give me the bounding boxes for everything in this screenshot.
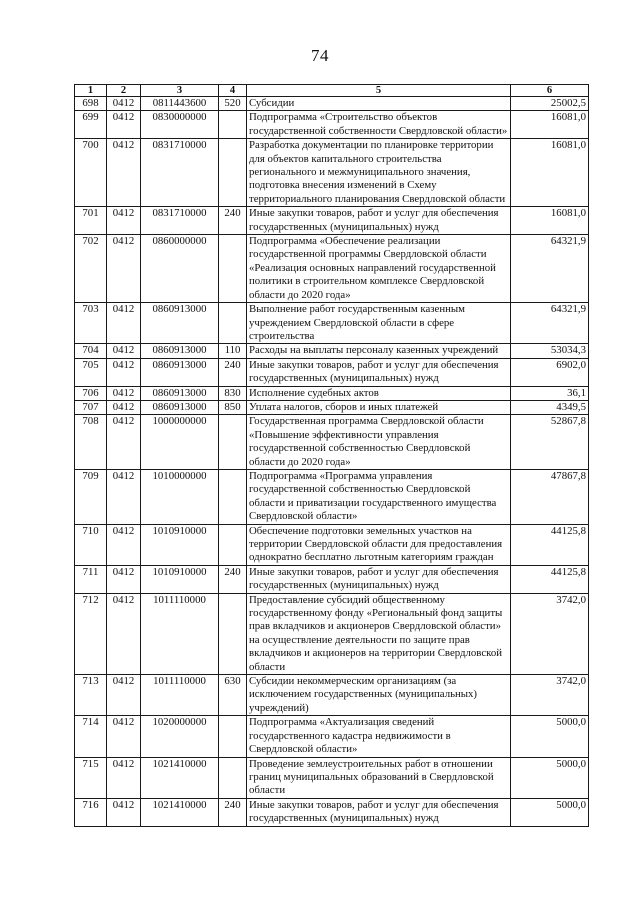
amount-cell: 5000,0 bbox=[511, 757, 589, 798]
row-number-cell: 705 bbox=[75, 358, 107, 386]
target-article-cell: 0860913000 bbox=[141, 358, 219, 386]
item-name-cell: Подпрограмма «Строительство объектов государственной собственности Свердловской области» bbox=[247, 111, 511, 139]
table-body bbox=[75, 97, 589, 827]
table-row bbox=[75, 111, 589, 139]
expense-type-cell bbox=[219, 593, 247, 674]
section-code-cell: 0412 bbox=[107, 97, 141, 111]
section-code-cell: 0412 bbox=[107, 344, 141, 358]
expense-type-cell: 240 bbox=[219, 798, 247, 826]
table-row bbox=[75, 524, 589, 565]
section-code-cell: 0412 bbox=[107, 139, 141, 207]
amount-cell: 64321,9 bbox=[511, 303, 589, 344]
target-article-cell: 1010910000 bbox=[141, 565, 219, 593]
item-name-cell: Государственная программа Свердловской области «Повышение эффективности управления государственной собственностью Свердловской области до 2020 года» bbox=[247, 415, 511, 470]
item-name-cell: Исполнение судебных актов bbox=[247, 386, 511, 400]
section-code-cell: 0412 bbox=[107, 716, 141, 757]
amount-cell: 44125,8 bbox=[511, 524, 589, 565]
section-code-cell: 0412 bbox=[107, 798, 141, 826]
target-article-cell: 0860913000 bbox=[141, 386, 219, 400]
section-code-cell: 0412 bbox=[107, 386, 141, 400]
section-code-cell: 0412 bbox=[107, 675, 141, 716]
expense-type-cell: 520 bbox=[219, 97, 247, 111]
table-row bbox=[75, 386, 589, 400]
amount-cell: 4349,5 bbox=[511, 400, 589, 414]
amount-cell: 5000,0 bbox=[511, 798, 589, 826]
section-code-cell: 0412 bbox=[107, 593, 141, 674]
table-row bbox=[75, 139, 589, 207]
target-article-cell: 0860913000 bbox=[141, 344, 219, 358]
row-number-cell: 712 bbox=[75, 593, 107, 674]
row-number-cell: 699 bbox=[75, 111, 107, 139]
target-article-cell: 1011110000 bbox=[141, 593, 219, 674]
row-number-cell: 716 bbox=[75, 798, 107, 826]
target-article-cell: 0811443600 bbox=[141, 97, 219, 111]
amount-cell: 52867,8 bbox=[511, 415, 589, 470]
row-number-cell: 698 bbox=[75, 97, 107, 111]
table-row bbox=[75, 400, 589, 414]
target-article-cell: 0860000000 bbox=[141, 235, 219, 303]
item-name-cell: Проведение землеустроительных работ в отношении границ муниципальных образований в Свердловской области bbox=[247, 757, 511, 798]
amount-cell: 25002,5 bbox=[511, 97, 589, 111]
expense-type-cell bbox=[219, 757, 247, 798]
amount-cell: 3742,0 bbox=[511, 675, 589, 716]
row-number-cell: 714 bbox=[75, 716, 107, 757]
expense-type-cell: 240 bbox=[219, 565, 247, 593]
row-number-cell: 702 bbox=[75, 235, 107, 303]
table-row bbox=[75, 358, 589, 386]
table-row bbox=[75, 344, 589, 358]
expense-type-cell bbox=[219, 235, 247, 303]
amount-cell: 6902,0 bbox=[511, 358, 589, 386]
row-number-cell: 709 bbox=[75, 469, 107, 524]
amount-cell: 16081,0 bbox=[511, 207, 589, 235]
item-name-cell: Субсидии bbox=[247, 97, 511, 111]
target-article-cell: 0831710000 bbox=[141, 207, 219, 235]
amount-cell: 44125,8 bbox=[511, 565, 589, 593]
table-row bbox=[75, 593, 589, 674]
expense-type-cell bbox=[219, 111, 247, 139]
page-number: 74 bbox=[311, 46, 329, 65]
row-number-cell: 711 bbox=[75, 565, 107, 593]
expense-type-cell bbox=[219, 139, 247, 207]
row-number-cell: 707 bbox=[75, 400, 107, 414]
expense-type-cell bbox=[219, 524, 247, 565]
section-code-cell: 0412 bbox=[107, 469, 141, 524]
target-article-cell: 1000000000 bbox=[141, 415, 219, 470]
expense-type-cell bbox=[219, 415, 247, 470]
target-article-cell: 1021410000 bbox=[141, 798, 219, 826]
item-name-cell: Иные закупки товаров, работ и услуг для обеспечения государственных (муниципальных) нужд bbox=[247, 565, 511, 593]
section-code-cell: 0412 bbox=[107, 524, 141, 565]
amount-cell: 5000,0 bbox=[511, 716, 589, 757]
section-code-cell: 0412 bbox=[107, 303, 141, 344]
table-row bbox=[75, 97, 589, 111]
section-code-cell: 0412 bbox=[107, 415, 141, 470]
item-name-cell: Выполнение работ государственным казенным учреждением Свердловской области в сфере строительства bbox=[247, 303, 511, 344]
table-row bbox=[75, 675, 589, 716]
row-number-cell: 708 bbox=[75, 415, 107, 470]
item-name-cell: Обеспечение подготовки земельных участков на территории Свердловской области для предоставления однократно бесплатно льготным категориям граждан bbox=[247, 524, 511, 565]
table-row bbox=[75, 303, 589, 344]
row-number-cell: 713 bbox=[75, 675, 107, 716]
target-article-cell: 0860913000 bbox=[141, 400, 219, 414]
section-code-cell: 0412 bbox=[107, 111, 141, 139]
expense-type-cell bbox=[219, 303, 247, 344]
amount-cell: 64321,9 bbox=[511, 235, 589, 303]
expense-type-cell: 240 bbox=[219, 207, 247, 235]
section-code-cell: 0412 bbox=[107, 207, 141, 235]
column-header: 5 bbox=[247, 85, 511, 97]
expense-type-cell: 110 bbox=[219, 344, 247, 358]
budget-table bbox=[74, 84, 589, 827]
table-row bbox=[75, 565, 589, 593]
row-number-cell: 710 bbox=[75, 524, 107, 565]
row-number-cell: 715 bbox=[75, 757, 107, 798]
row-number-cell: 704 bbox=[75, 344, 107, 358]
section-code-cell: 0412 bbox=[107, 400, 141, 414]
table-row bbox=[75, 798, 589, 826]
table-row bbox=[75, 716, 589, 757]
target-article-cell: 0830000000 bbox=[141, 111, 219, 139]
section-code-cell: 0412 bbox=[107, 757, 141, 798]
target-article-cell: 1011110000 bbox=[141, 675, 219, 716]
amount-cell: 16081,0 bbox=[511, 111, 589, 139]
amount-cell: 16081,0 bbox=[511, 139, 589, 207]
amount-cell: 53034,3 bbox=[511, 344, 589, 358]
target-article-cell: 1010000000 bbox=[141, 469, 219, 524]
table-header-row bbox=[75, 85, 589, 97]
expense-type-cell bbox=[219, 469, 247, 524]
expense-type-cell bbox=[219, 716, 247, 757]
expense-type-cell: 630 bbox=[219, 675, 247, 716]
target-article-cell: 0831710000 bbox=[141, 139, 219, 207]
column-header: 6 bbox=[511, 85, 589, 97]
amount-cell: 3742,0 bbox=[511, 593, 589, 674]
target-article-cell: 0860913000 bbox=[141, 303, 219, 344]
section-code-cell: 0412 bbox=[107, 235, 141, 303]
item-name-cell: Иные закупки товаров, работ и услуг для обеспечения государственных (муниципальных) нужд bbox=[247, 358, 511, 386]
item-name-cell: Подпрограмма «Обеспечение реализации государственной программы Свердловской области «Реализация основных направлений государственной политики в строительном комплексе Свердловской области до 2020 года» bbox=[247, 235, 511, 303]
item-name-cell: Иные закупки товаров, работ и услуг для обеспечения государственных (муниципальных) нужд bbox=[247, 798, 511, 826]
table-row bbox=[75, 757, 589, 798]
section-code-cell: 0412 bbox=[107, 565, 141, 593]
item-name-cell: Уплата налогов, сборов и иных платежей bbox=[247, 400, 511, 414]
item-name-cell: Разработка документации по планировке территории для объектов капитального строительства регионального и межмуниципального значения, подготовка внесения изменений в Схему территориального планирования Свердловской области bbox=[247, 139, 511, 207]
row-number-cell: 706 bbox=[75, 386, 107, 400]
row-number-cell: 701 bbox=[75, 207, 107, 235]
column-header: 3 bbox=[141, 85, 219, 97]
item-name-cell: Иные закупки товаров, работ и услуг для обеспечения государственных (муниципальных) нужд bbox=[247, 207, 511, 235]
item-name-cell: Субсидии некоммерческим организациям (за исключением государственных (муниципальных) учреждений) bbox=[247, 675, 511, 716]
item-name-cell: Предоставление субсидий общественному государственному фонду «Региональный фонд защиты прав вкладчиков и акционеров Свердловской области» на осуществление деятельности по защите прав вкладчиков и акционеров на территории Свердловской области bbox=[247, 593, 511, 674]
column-header: 2 bbox=[107, 85, 141, 97]
table-row bbox=[75, 207, 589, 235]
table-row bbox=[75, 469, 589, 524]
amount-cell: 47867,8 bbox=[511, 469, 589, 524]
item-name-cell: Подпрограмма «Актуализация сведений государственного кадастра недвижимости в Свердловской области» bbox=[247, 716, 511, 757]
target-article-cell: 1020000000 bbox=[141, 716, 219, 757]
column-header: 4 bbox=[219, 85, 247, 97]
section-code-cell: 0412 bbox=[107, 358, 141, 386]
target-article-cell: 1021410000 bbox=[141, 757, 219, 798]
item-name-cell: Подпрограмма «Программа управления государственной собственностью Свердловской области и приватизации государственного имущества Свердловской области» bbox=[247, 469, 511, 524]
table-row bbox=[75, 415, 589, 470]
table-row bbox=[75, 235, 589, 303]
target-article-cell: 1010910000 bbox=[141, 524, 219, 565]
column-header: 1 bbox=[75, 85, 107, 97]
amount-cell: 36,1 bbox=[511, 386, 589, 400]
expense-type-cell: 830 bbox=[219, 386, 247, 400]
expense-type-cell: 850 bbox=[219, 400, 247, 414]
expense-type-cell: 240 bbox=[219, 358, 247, 386]
item-name-cell: Расходы на выплаты персоналу казенных учреждений bbox=[247, 344, 511, 358]
row-number-cell: 703 bbox=[75, 303, 107, 344]
row-number-cell: 700 bbox=[75, 139, 107, 207]
